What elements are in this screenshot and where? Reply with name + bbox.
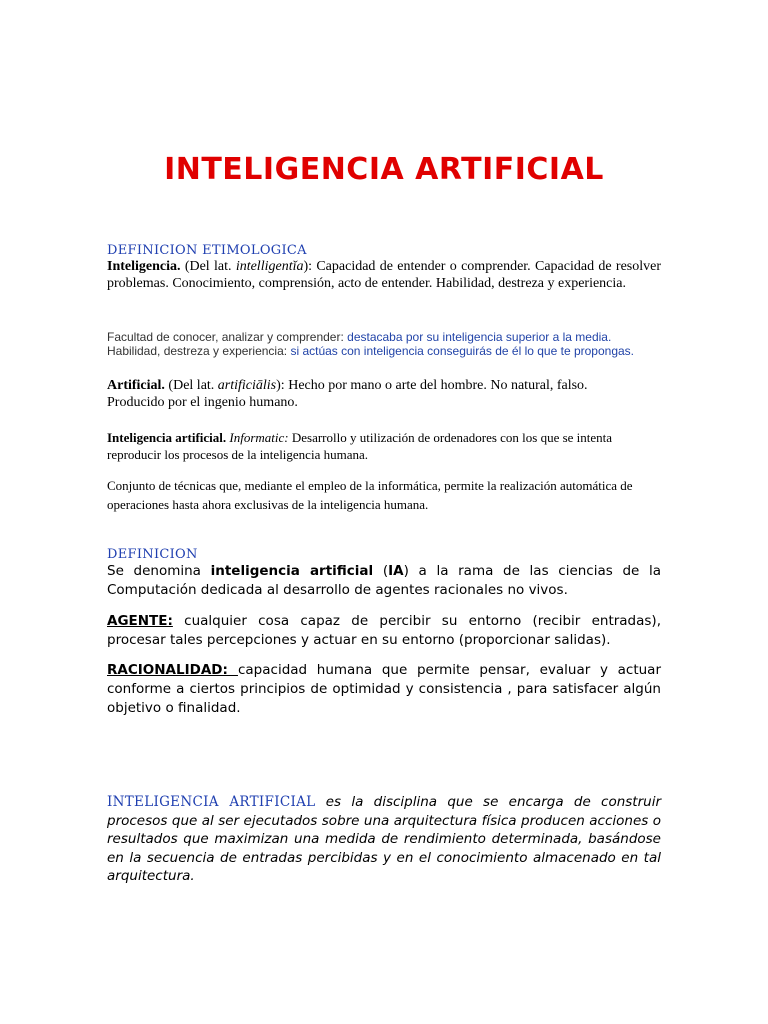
conjunto-definition — [107, 476, 652, 514]
conjunto-text: Conjunto de técnicas que, mediante el empleo de la informática, permite la realización automática de operaciones hasta ahora exclusivas de la inteligencia humana. — [107, 478, 633, 512]
inteligencia-definition — [107, 258, 661, 292]
inteligencia-text: Capacidad de entender o comprender. Capacidad de resolver problemas. Conocimiento, comprensión, acto de entender. Habilidad, destreza y experiencia. — [107, 259, 661, 291]
habilidad-example: si actúas con inteligencia conseguirás de él lo que te propongas. — [290, 344, 634, 358]
definicion-paragraph — [107, 562, 661, 600]
artificial-origin-word: artificiālis — [217, 378, 277, 393]
ia-term: Inteligencia artificial. — [107, 430, 227, 445]
definicion-text-c: ( — [373, 563, 389, 579]
artificial-origin-pre: (Del lat. — [164, 378, 218, 393]
ia-domain: Informatic: — [226, 430, 289, 445]
usage-examples — [107, 330, 677, 358]
definicion-section — [107, 547, 661, 600]
ia-definition — [107, 429, 652, 463]
inteligencia-origin-post: ): — [303, 259, 317, 274]
artificial-origin-post: ): — [276, 378, 289, 393]
etimologica-heading: DEFINICION ETIMOLOGICA — [107, 243, 307, 258]
page-title: INTELIGENCIA ARTIFICIAL — [164, 152, 604, 187]
habilidad-label: Habilidad, destreza y experiencia: — [107, 344, 291, 358]
etimologica-section — [107, 243, 661, 292]
racionalidad-term: RACIONALIDAD: — [107, 662, 238, 678]
definicion-term-ia: inteligencia artificial — [210, 563, 374, 579]
facultad-example: destacaba por su inteligencia superior a la media. — [347, 330, 612, 344]
artificial-definition — [107, 377, 637, 411]
inteligencia-term: Inteligencia. — [107, 259, 181, 274]
final-term: INTELIGENCIA ARTIFICIAL — [107, 794, 316, 810]
definicion-abbrev: IA — [388, 563, 404, 579]
racionalidad-definition — [107, 661, 661, 718]
agente-definition — [107, 612, 661, 650]
inteligencia-origin-pre: (Del lat. — [180, 259, 236, 274]
agente-text: cualquier cosa capaz de percibir su entorno (recibir entradas), procesar tales percepciones y actuar en su entorno (proporcionar salidas). — [107, 613, 661, 648]
facultad-label: Facultad de conocer, analizar y comprender: — [107, 330, 348, 344]
final-definition — [107, 793, 661, 886]
definicion-text-a: Se denomina — [107, 563, 211, 579]
racionalidad-text: capacidad humana que permite pensar, evaluar y actuar conforme a ciertos principios de optimidad y consistencia , para satisfacer algún objetivo o finalidad. — [107, 662, 661, 716]
definicion-text-e: ) a la rama de las ciencias de la Computación dedicada al desarrollo de agentes racionales no vivos. — [107, 563, 661, 598]
final-text: es la disciplina que se encarga de construir procesos que al ser ejecutados sobre una arquitectura física producen acciones o resultados que maximizan una medida de rendimiento determinada, basándose en la secuencia de entradas percibidas y en el conocimiento almacenado en tal arquitectura. — [107, 794, 661, 884]
definicion-heading: DEFINICION — [107, 547, 198, 562]
artificial-term: Artificial. — [107, 378, 165, 393]
artificial-text: Hecho por mano o arte del hombre. No natural, falso. Producido por el ingenio humano. — [107, 378, 588, 410]
agente-term: AGENTE: — [107, 613, 173, 629]
habilidad-line — [107, 344, 677, 358]
inteligencia-origin-word: intelligentĭa — [235, 259, 304, 274]
facultad-line — [107, 330, 677, 344]
ia-text: Desarrollo y utilización de ordenadores con los que se intenta reproducir los procesos de la inteligencia humana. — [107, 430, 613, 462]
